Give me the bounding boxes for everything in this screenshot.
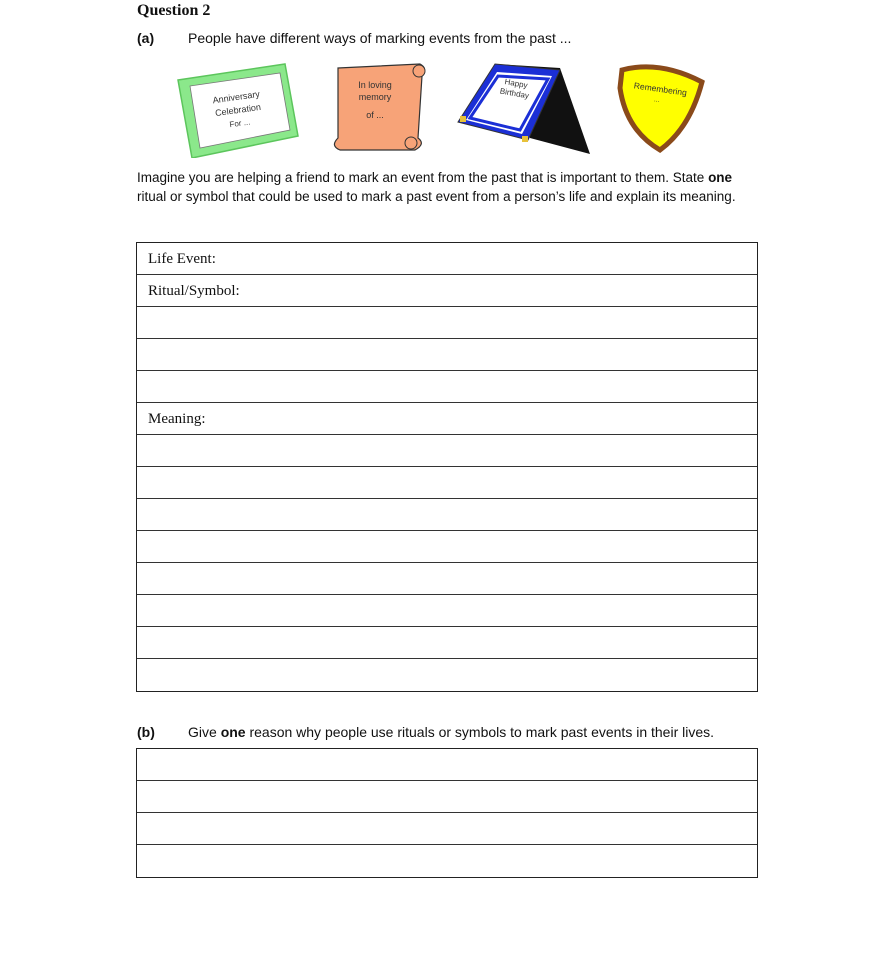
scroll-line2: memory	[358, 92, 392, 102]
instruction-bold: one	[708, 170, 733, 185]
answer-line[interactable]	[137, 627, 757, 659]
part-b-text-1: Give	[188, 724, 221, 740]
remembering-shield-image	[620, 67, 702, 150]
instruction-text-1: Imagine you are helping a friend to mark an event from the past that is important to them. State	[137, 170, 709, 185]
answer-line[interactable]	[137, 845, 757, 877]
anniversary-frame-image	[178, 64, 298, 158]
answer-table-b	[136, 748, 758, 878]
answer-line[interactable]	[137, 563, 757, 595]
answer-line[interactable]	[137, 339, 757, 371]
birthday-card-image	[458, 64, 590, 154]
memorial-scroll-image	[334, 64, 425, 150]
answer-line[interactable]	[137, 781, 757, 813]
answer-line[interactable]	[137, 531, 757, 563]
answer-line-life-event[interactable]: Life Event:	[137, 243, 757, 275]
part-b-text-2: reason why people use rituals or symbols to mark past events in their lives.	[245, 724, 715, 740]
answer-line[interactable]	[137, 499, 757, 531]
scroll-line3: of ...	[366, 110, 384, 120]
part-b-prompt	[137, 724, 714, 740]
answer-line[interactable]	[137, 371, 757, 403]
question-title: Question 2	[137, 2, 211, 19]
illustrations	[170, 58, 730, 158]
part-b-label: (b)	[137, 724, 155, 740]
scroll-line1: In loving	[358, 80, 392, 90]
answer-table-a	[136, 242, 758, 692]
answer-line[interactable]	[137, 467, 757, 499]
frame-line3: For ...	[228, 117, 251, 130]
answer-line[interactable]	[137, 595, 757, 627]
frame-line2: Celebration	[214, 101, 262, 119]
answer-line[interactable]	[137, 813, 757, 845]
instruction-text-2: ritual or symbol that could be used to mark a past event from a person’s life and explain its meaning.	[137, 189, 736, 204]
frame-line1: Anniversary	[211, 88, 261, 106]
part-a-prompt	[137, 30, 571, 46]
answer-line[interactable]	[137, 749, 757, 781]
card-line1: Happy	[503, 77, 529, 91]
answer-line[interactable]	[137, 307, 757, 339]
part-a-text: People have different ways of marking events from the past ...	[188, 30, 572, 46]
part-b-bold: one	[220, 724, 246, 740]
instruction-paragraph	[137, 168, 737, 206]
answer-line[interactable]	[137, 435, 757, 467]
shield-line1: Remembering	[633, 80, 688, 98]
answer-line[interactable]	[137, 659, 757, 691]
answer-line-ritual-symbol[interactable]: Ritual/Symbol:	[137, 275, 757, 307]
answer-line-meaning[interactable]: Meaning:	[137, 403, 757, 435]
part-a-label: (a)	[137, 30, 155, 46]
shield-line2: ...	[653, 96, 661, 105]
card-line2: Birthday	[499, 86, 530, 101]
